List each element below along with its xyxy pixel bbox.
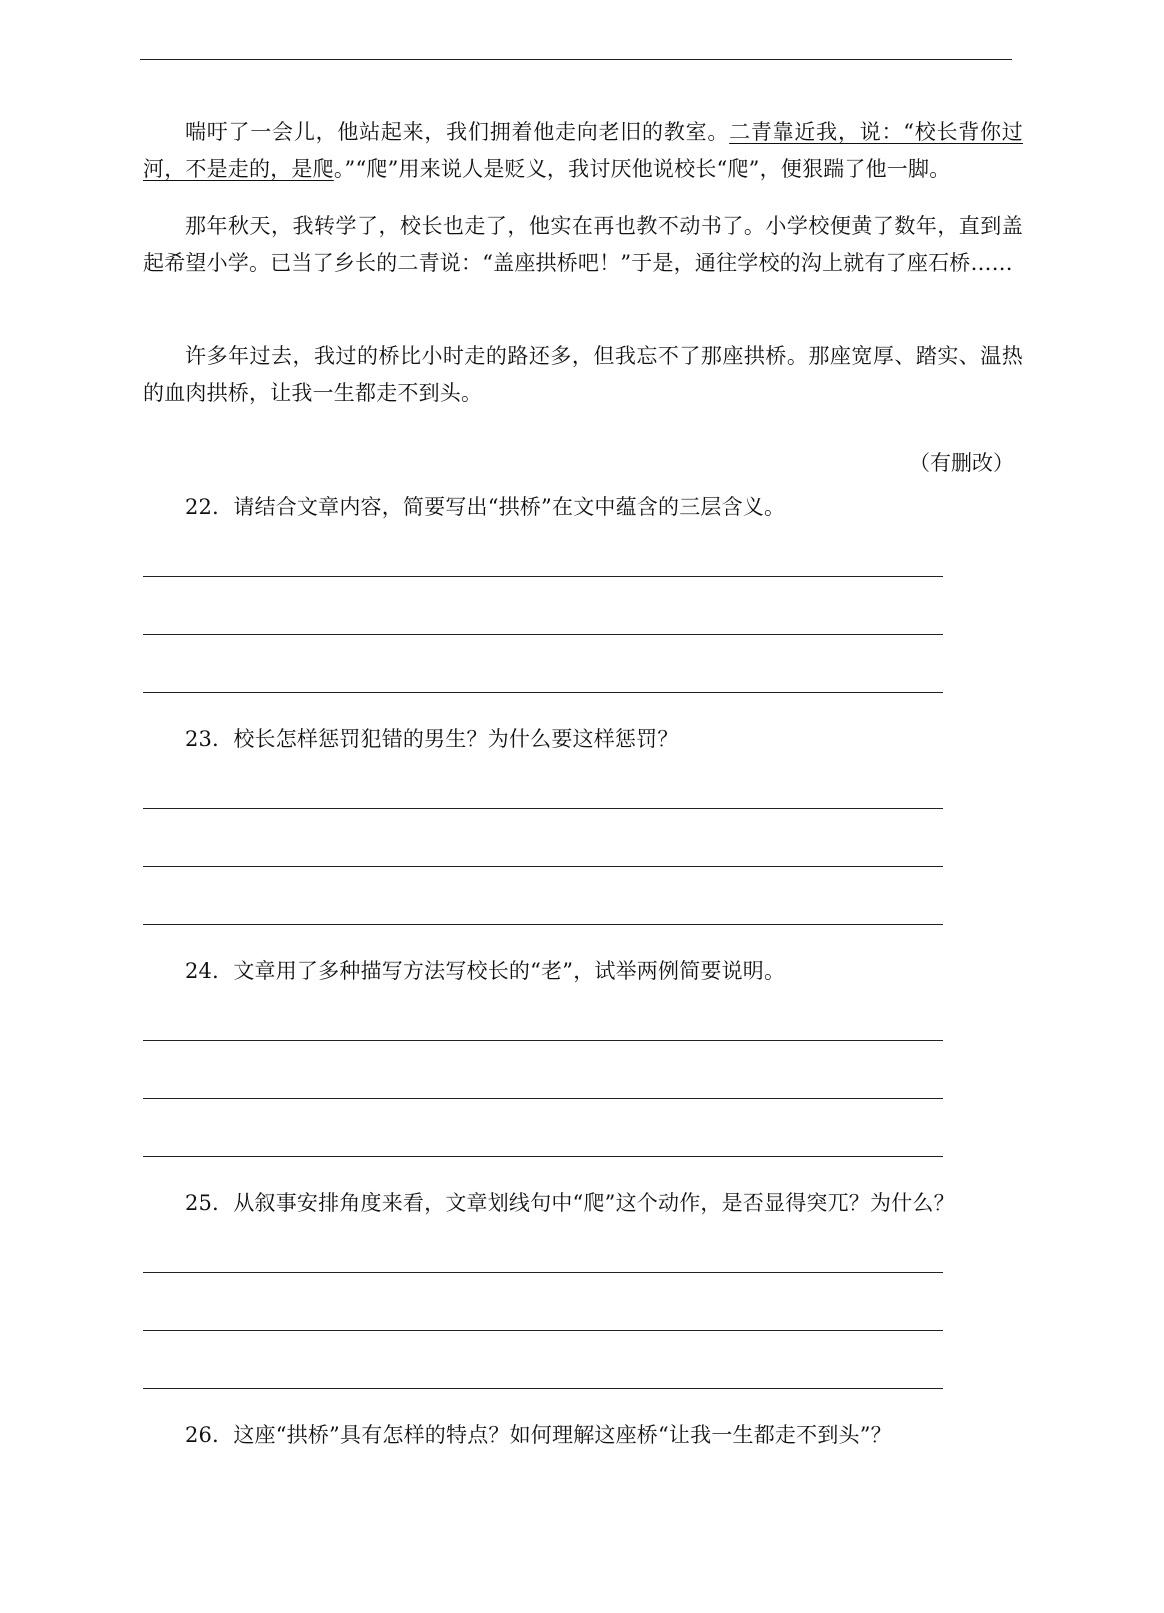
- question-26: 26．这座“拱桥”具有怎样的特点？如何理解这座桥“让我一生都走不到头”？: [185, 1423, 892, 1447]
- answer-line-23-2[interactable]: [143, 866, 943, 867]
- answer-line-23-1[interactable]: [143, 808, 943, 809]
- question-23: 23．校长怎样惩罚犯错的男生？为什么要这样惩罚？: [185, 727, 679, 751]
- passage-paragraph-2: 那年秋天，我转学了，校长也走了，他实在再也教不动书了。小学校便黄了数年，直到盖起希望小学。已当了乡长的二青说：“盖座拱桥吧！”于是，通往学校的沟上就有了座石桥……: [143, 214, 1023, 275]
- answer-line-25-1[interactable]: [143, 1272, 943, 1273]
- answer-line-22-1[interactable]: [143, 576, 943, 577]
- answer-line-25-3[interactable]: [143, 1388, 943, 1389]
- question-22: 22．请结合文章内容，简要写出“拱桥”在文中蕴含的三层含义。: [185, 495, 786, 519]
- question-25: 25．从叙事安排角度来看，文章划线句中“爬”这个动作，是否显得突兀？为什么？: [185, 1191, 955, 1215]
- passage-paragraph-3: 许多年过去，我过的桥比小时走的路还多，但我忘不了那座拱桥。那座宽厚、踏实、温热的血肉拱桥，让我一生都走不到头。: [143, 344, 1023, 405]
- answer-line-22-2[interactable]: [143, 634, 943, 635]
- answer-line-22-3[interactable]: [143, 692, 943, 693]
- passage-p1-text-a: 喘吁了一会儿，他站起来，我们拥着他走向老旧的教室。: [185, 120, 730, 144]
- answer-line-24-1[interactable]: [143, 1040, 943, 1041]
- answer-line-23-3[interactable]: [143, 924, 943, 925]
- source-note: （有删改）: [909, 451, 1014, 475]
- answer-line-25-2[interactable]: [143, 1330, 943, 1331]
- passage-paragraph-1: [143, 114, 1023, 188]
- underlined-sentence: 二青靠近我，说：“校长背你过河，不是走的，是爬: [143, 120, 1023, 181]
- question-24: 24．文章用了多种描写方法写校长的“老”，试举两例简要说明。: [185, 959, 786, 983]
- header-rule: [140, 59, 1012, 60]
- passage-p1-text-b: 。”“爬”用来说人是贬义，我讨厌他说校长“爬”，便狠踹了他一脚。: [333, 157, 951, 181]
- answer-line-24-3[interactable]: [143, 1156, 943, 1157]
- answer-line-24-2[interactable]: [143, 1098, 943, 1099]
